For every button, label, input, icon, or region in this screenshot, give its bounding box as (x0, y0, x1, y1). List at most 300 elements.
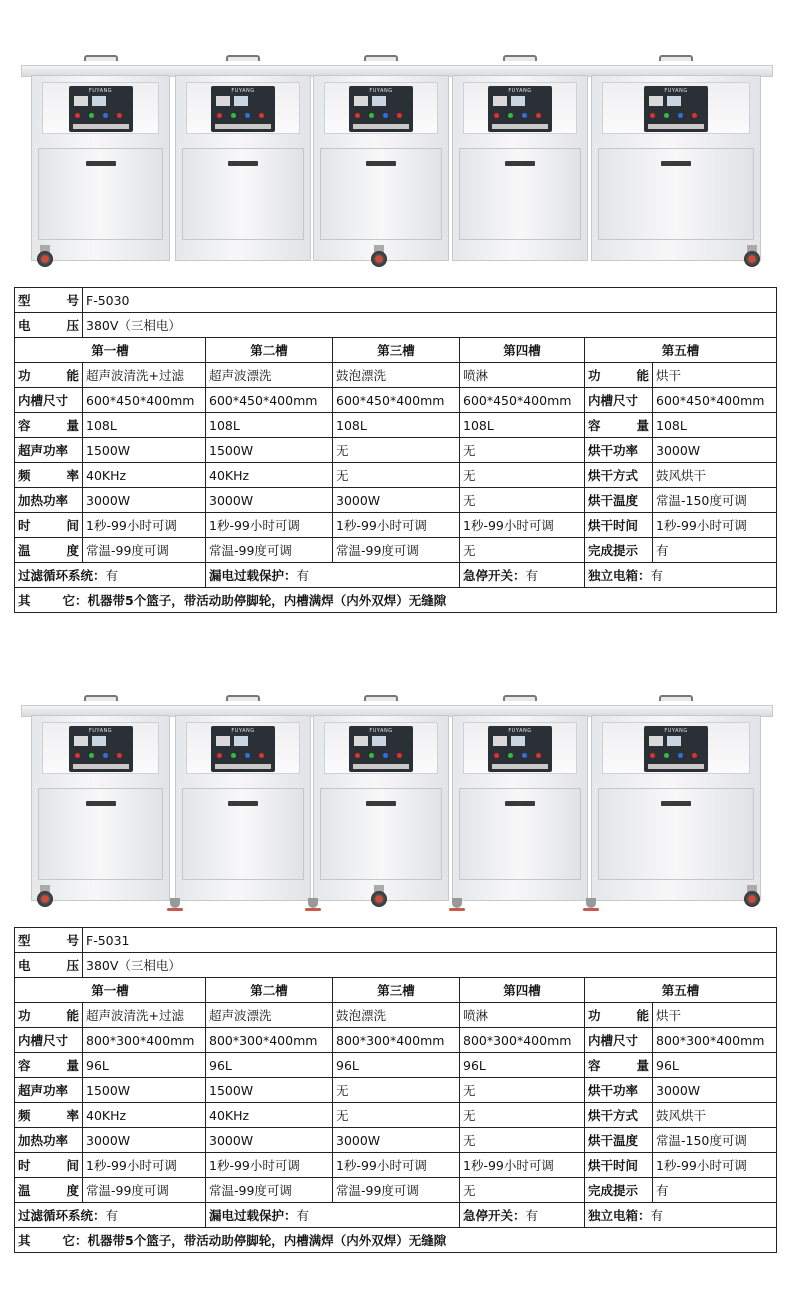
table-row (15, 1153, 777, 1178)
control-panel (69, 726, 133, 772)
tank-unit (591, 715, 761, 901)
label-part: 能 (636, 1008, 649, 1023)
feature-label: 急停开关： (463, 1208, 526, 1223)
panel-brand-logo: FUYANG (664, 728, 688, 734)
indicator-light-icon (369, 753, 374, 758)
spec-label-tank5 (585, 1028, 653, 1053)
tank-header: 第五槽 (585, 978, 777, 1003)
table-row (15, 288, 777, 313)
label-part: 时 (18, 1158, 31, 1173)
spec-cell: 无 (333, 1103, 460, 1128)
tank-header: 第五槽 (585, 338, 777, 363)
foot-pad-icon (305, 908, 321, 911)
label-part: 烘干方式 (588, 1108, 639, 1123)
foot-pad-icon (449, 908, 465, 911)
spec-label (15, 538, 83, 563)
table-row (15, 513, 777, 538)
label-part: 温 (18, 543, 31, 558)
spec-cell-tank5: 600*450*400mm (653, 388, 777, 413)
spec-cell: 鼓泡漂洗 (333, 363, 460, 388)
indicator-light-icon (678, 113, 683, 118)
spec-label (15, 388, 83, 413)
control-panel (211, 726, 275, 772)
spec-cell: 3000W (206, 488, 333, 513)
spec-label (15, 438, 83, 463)
label-part: 超声功率 (18, 443, 69, 458)
control-panel (69, 86, 133, 132)
leveling-foot-icon (586, 898, 596, 908)
feature-label: 漏电过载保护： (209, 1208, 297, 1223)
indicator-light-icon (89, 753, 94, 758)
indicator-light-icon (536, 753, 541, 758)
feature-value: 有 (650, 1208, 664, 1223)
label-part: 度 (66, 1183, 79, 1198)
feature-value: 有 (296, 1208, 310, 1223)
label-part: 烘干功率 (588, 1083, 639, 1098)
other-label (18, 593, 88, 608)
spec-cell: 800*300*400mm (83, 1028, 206, 1053)
cabinet-door (182, 148, 304, 240)
spec-label (15, 513, 83, 538)
indicator-light-icon (217, 753, 222, 758)
label-part: 型 (18, 933, 31, 948)
spec-cell-tank5: 鼓风烘干 (653, 463, 777, 488)
door-handle-icon (228, 161, 258, 166)
spec-cell: 96L (83, 1053, 206, 1078)
label-part: 完成提示 (588, 543, 639, 558)
table-row (15, 1128, 777, 1153)
feature-label: 漏电过载保护： (209, 568, 297, 583)
label-part: 加热功率 (18, 1133, 69, 1148)
tank-unit (313, 715, 449, 901)
spec-label-tank5 (585, 463, 653, 488)
tank-header: 第三槽 (333, 338, 460, 363)
control-panel-housing (463, 82, 577, 134)
label-part: 容 (588, 1058, 601, 1073)
caster-wheel-icon (744, 891, 760, 907)
other-cell (15, 588, 777, 613)
other-value: 机器带5个篮子，带活动助停脚轮，内槽满焊（内外双焊）无缝隙 (87, 1233, 447, 1248)
spec-cell-tank5: 800*300*400mm (653, 1028, 777, 1053)
display-icon (493, 96, 507, 106)
spec-cell: 96L (460, 1053, 585, 1078)
foot-pad-icon (583, 908, 599, 911)
tank-unit (591, 75, 761, 261)
label-part: 它： (62, 1233, 88, 1248)
spec-label-tank5 (585, 363, 653, 388)
control-panel-housing (42, 82, 159, 134)
spec-cell: 3000W (83, 1128, 206, 1153)
voltage-value: 380V（三相电） (83, 313, 777, 338)
label-part: 容 (18, 1058, 31, 1073)
indicator-light-icon (650, 113, 655, 118)
feature-value: 有 (525, 1208, 539, 1223)
indicator-light-icon (103, 113, 108, 118)
indicator-light-icon (494, 113, 499, 118)
tank-header: 第四槽 (460, 978, 585, 1003)
spec-cell-tank5: 1秒-99小时可调 (653, 1153, 777, 1178)
spec-cell: 40KHz (83, 463, 206, 488)
spec-cell-tank5: 烘干 (653, 1003, 777, 1028)
cabinet-door (320, 788, 442, 880)
tank-unit (452, 715, 588, 901)
tank-unit (175, 75, 311, 261)
table-row (15, 388, 777, 413)
spec-cell-tank5: 3000W (653, 1078, 777, 1103)
indicator-light-icon (494, 753, 499, 758)
spec-cell: 超声波清洗+过滤 (83, 363, 206, 388)
spec-cell: 600*450*400mm (460, 388, 585, 413)
spec-cell: 1500W (83, 1078, 206, 1103)
lid-handle-icon (503, 695, 537, 701)
feature-value: 有 (650, 568, 664, 583)
control-panel-housing (463, 722, 577, 774)
spec-cell: 600*450*400mm (83, 388, 206, 413)
indicator-light-icon (259, 113, 264, 118)
control-panel-housing (42, 722, 159, 774)
label-part: 温 (18, 1183, 31, 1198)
foot-pad-icon (167, 908, 183, 911)
spec-cell: 无 (460, 1103, 585, 1128)
feature-cell (585, 563, 777, 588)
caster-wheel-icon (37, 891, 53, 907)
indicator-light-icon (397, 753, 402, 758)
spec-label-tank5 (585, 488, 653, 513)
table-row (15, 413, 777, 438)
label-part: 压 (66, 318, 79, 333)
nameplate-icon (648, 124, 704, 129)
table-row (15, 488, 777, 513)
control-panel-housing (324, 82, 438, 134)
label-part: 内槽尺寸 (18, 1033, 69, 1048)
table-row (15, 538, 777, 563)
lid-handle-icon (84, 55, 118, 61)
label-part: 能 (66, 368, 79, 383)
table-row (15, 1003, 777, 1028)
leveling-foot-icon (308, 898, 318, 908)
spec-label (15, 1003, 83, 1028)
table-row (15, 1078, 777, 1103)
spec-cell: 40KHz (206, 463, 333, 488)
spec-label-tank5 (585, 1103, 653, 1128)
indicator-light-icon (383, 753, 388, 758)
feature-cell (15, 1203, 206, 1228)
feature-cell (460, 1203, 585, 1228)
label-part: 电 (18, 958, 31, 973)
nameplate-icon (353, 124, 409, 129)
voltage-value: 380V（三相电） (83, 953, 777, 978)
model-label (15, 928, 83, 953)
label-part: 度 (66, 543, 79, 558)
spec-cell: 常温-99度可调 (83, 538, 206, 563)
cabinet-door (598, 148, 754, 240)
model-label (15, 288, 83, 313)
spec-cell: 常温-99度可调 (83, 1178, 206, 1203)
lid-handle-icon (226, 55, 260, 61)
display-icon (354, 736, 368, 746)
nameplate-icon (492, 124, 548, 129)
feature-cell (460, 563, 585, 588)
other-row (15, 1228, 777, 1253)
cabinet-door (459, 148, 581, 240)
spec-label-tank5 (585, 1178, 653, 1203)
other-label (18, 1233, 88, 1248)
spec-label-tank5 (585, 1078, 653, 1103)
control-panel (349, 726, 413, 772)
spec-cell: 无 (333, 463, 460, 488)
label-part: 功 (588, 368, 601, 383)
indicator-light-icon (397, 113, 402, 118)
label-part: 号 (66, 933, 79, 948)
lid-handle-icon (659, 55, 693, 61)
spec-label-tank5 (585, 1128, 653, 1153)
spec-label-tank5 (585, 413, 653, 438)
door-handle-icon (228, 801, 258, 806)
display-icon (372, 736, 386, 746)
spec-cell: 3000W (333, 1128, 460, 1153)
label-part: 功 (18, 1008, 31, 1023)
indicator-light-icon (522, 113, 527, 118)
table-header-row (15, 338, 777, 363)
table-row (15, 313, 777, 338)
cabinet-door (459, 788, 581, 880)
indicator-light-icon (522, 753, 527, 758)
spec-label-tank5 (585, 438, 653, 463)
spec-label (15, 363, 83, 388)
label-part: 频 (18, 1108, 31, 1123)
table-row (15, 928, 777, 953)
product-block-f5030 (0, 0, 790, 608)
feature-label: 过滤循环系统： (18, 1208, 106, 1223)
table-row (15, 463, 777, 488)
spec-label (15, 1153, 83, 1178)
indicator-light-icon (75, 753, 80, 758)
indicator-light-icon (89, 113, 94, 118)
panel-brand-logo: FUYANG (508, 728, 532, 734)
tank-header: 第三槽 (333, 978, 460, 1003)
label-part: 内槽尺寸 (588, 1033, 639, 1048)
indicator-light-icon (117, 113, 122, 118)
spec-label (15, 1103, 83, 1128)
spec-cell: 108L (460, 413, 585, 438)
spec-label-tank5 (585, 538, 653, 563)
indicator-light-icon (355, 113, 360, 118)
spec-cell-tank5: 鼓风烘干 (653, 1103, 777, 1128)
label-part: 它： (62, 593, 88, 608)
spec-cell: 1秒-99小时可调 (460, 513, 585, 538)
model-value: F-5030 (83, 288, 777, 313)
spec-cell: 1500W (206, 1078, 333, 1103)
display-icon (216, 736, 230, 746)
label-part: 频 (18, 468, 31, 483)
spec-cell: 超声波漂洗 (206, 1003, 333, 1028)
panel-brand-logo: FUYANG (664, 88, 688, 94)
leveling-foot-icon (452, 898, 462, 908)
feature-cell (585, 1203, 777, 1228)
spec-label (15, 1078, 83, 1103)
label-part: 率 (66, 468, 79, 483)
label-part: 量 (66, 418, 79, 433)
nameplate-icon (215, 124, 271, 129)
caster-wheel-icon (371, 251, 387, 267)
control-panel (488, 726, 552, 772)
spec-cell: 无 (460, 1178, 585, 1203)
feature-value: 有 (525, 568, 539, 583)
spec-cell: 无 (460, 488, 585, 513)
spec-label (15, 1028, 83, 1053)
spec-cell: 鼓泡漂洗 (333, 1003, 460, 1028)
indicator-light-icon (536, 113, 541, 118)
tank-header: 第四槽 (460, 338, 585, 363)
spec-label (15, 1128, 83, 1153)
spec-cell-tank5: 有 (653, 1178, 777, 1203)
spec-cell: 1500W (206, 438, 333, 463)
door-handle-icon (86, 161, 116, 166)
spec-cell: 1500W (83, 438, 206, 463)
panel-brand-logo: FUYANG (369, 728, 393, 734)
indicator-light-icon (678, 753, 683, 758)
spec-cell-tank5: 108L (653, 413, 777, 438)
label-part: 内槽尺寸 (18, 393, 69, 408)
door-handle-icon (86, 801, 116, 806)
display-icon (667, 736, 681, 746)
control-panel-housing (186, 722, 300, 774)
indicator-light-icon (664, 113, 669, 118)
indicator-light-icon (692, 753, 697, 758)
machine-image-f5031 (0, 640, 790, 925)
label-part: 间 (66, 518, 79, 533)
spec-cell: 3000W (83, 488, 206, 513)
spec-cell: 108L (333, 413, 460, 438)
indicator-light-icon (508, 113, 513, 118)
display-icon (354, 96, 368, 106)
indicator-light-icon (231, 753, 236, 758)
spec-cell: 无 (333, 438, 460, 463)
indicator-light-icon (217, 113, 222, 118)
caster-wheel-icon (37, 251, 53, 267)
control-panel (349, 86, 413, 132)
spec-cell-tank5: 常温-150度可调 (653, 1128, 777, 1153)
label-part: 号 (66, 293, 79, 308)
spec-cell: 常温-99度可调 (206, 538, 333, 563)
feature-cell (206, 1203, 460, 1228)
display-icon (511, 96, 525, 106)
indicator-light-icon (231, 113, 236, 118)
display-icon (649, 96, 663, 106)
indicator-light-icon (103, 753, 108, 758)
indicator-light-icon (692, 113, 697, 118)
machine-image-f5030 (0, 0, 790, 285)
display-icon (372, 96, 386, 106)
spec-label (15, 1053, 83, 1078)
label-part: 电 (18, 318, 31, 333)
spec-cell: 1秒-99小时可调 (460, 1153, 585, 1178)
nameplate-icon (73, 764, 129, 769)
display-icon (74, 96, 88, 106)
indicator-light-icon (383, 113, 388, 118)
door-handle-icon (661, 801, 691, 806)
nameplate-icon (73, 124, 129, 129)
indicator-light-icon (117, 753, 122, 758)
control-panel (211, 86, 275, 132)
spec-cell-tank5: 96L (653, 1053, 777, 1078)
label-part: 其 (18, 1233, 31, 1248)
other-cell (15, 1228, 777, 1253)
label-part: 烘干温度 (588, 493, 639, 508)
table-header-row (15, 978, 777, 1003)
spec-label (15, 1178, 83, 1203)
spec-cell-tank5: 有 (653, 538, 777, 563)
feature-value: 有 (105, 1208, 119, 1223)
feature-value: 有 (296, 568, 310, 583)
spec-cell: 1秒-99小时可调 (206, 1153, 333, 1178)
caster-wheel-icon (371, 891, 387, 907)
label-part: 量 (66, 1058, 79, 1073)
label-part: 功 (588, 1008, 601, 1023)
panel-brand-logo: FUYANG (88, 728, 113, 734)
display-icon (74, 736, 88, 746)
label-part: 加热功率 (18, 493, 69, 508)
control-panel-housing (186, 82, 300, 134)
feature-value: 有 (105, 568, 119, 583)
lid-handle-icon (659, 695, 693, 701)
label-part: 率 (66, 1108, 79, 1123)
control-panel (488, 86, 552, 132)
spec-cell: 96L (206, 1053, 333, 1078)
spec-cell: 超声波漂洗 (206, 363, 333, 388)
tank-header: 第二槽 (206, 978, 333, 1003)
indicator-light-icon (650, 753, 655, 758)
model-value: F-5031 (83, 928, 777, 953)
lid-handle-icon (84, 695, 118, 701)
spec-table-f5030 (14, 287, 777, 613)
indicator-light-icon (369, 113, 374, 118)
display-icon (511, 736, 525, 746)
label-part: 烘干方式 (588, 468, 639, 483)
lid-handle-icon (364, 695, 398, 701)
spec-cell: 无 (460, 538, 585, 563)
other-value: 机器带5个篮子，带活动助停脚轮，内槽满焊（内外双焊）无缝隙 (87, 593, 447, 608)
spec-table-f5031 (14, 927, 777, 1253)
table-row (15, 1178, 777, 1203)
door-handle-icon (505, 161, 535, 166)
spec-label (15, 413, 83, 438)
nameplate-icon (648, 764, 704, 769)
spec-label-tank5 (585, 1153, 653, 1178)
spec-label-tank5 (585, 513, 653, 538)
label-part: 型 (18, 293, 31, 308)
table-row (15, 1103, 777, 1128)
spec-cell: 超声波清洗+过滤 (83, 1003, 206, 1028)
tank-header: 第一槽 (15, 338, 206, 363)
display-icon (493, 736, 507, 746)
spec-cell: 常温-99度可调 (333, 1178, 460, 1203)
panel-brand-logo: FUYANG (231, 728, 255, 734)
table-row (15, 438, 777, 463)
spec-cell: 1秒-99小时可调 (83, 1153, 206, 1178)
spec-cell-tank5: 烘干 (653, 363, 777, 388)
spec-cell: 1秒-99小时可调 (333, 1153, 460, 1178)
label-part: 容 (588, 418, 601, 433)
spec-label-tank5 (585, 1003, 653, 1028)
label-part: 间 (66, 1158, 79, 1173)
spec-cell: 常温-99度可调 (333, 538, 460, 563)
control-panel-housing (324, 722, 438, 774)
control-panel-housing (602, 722, 750, 774)
spec-cell: 3000W (206, 1128, 333, 1153)
tank-header: 第二槽 (206, 338, 333, 363)
spec-cell-tank5: 常温-150度可调 (653, 488, 777, 513)
